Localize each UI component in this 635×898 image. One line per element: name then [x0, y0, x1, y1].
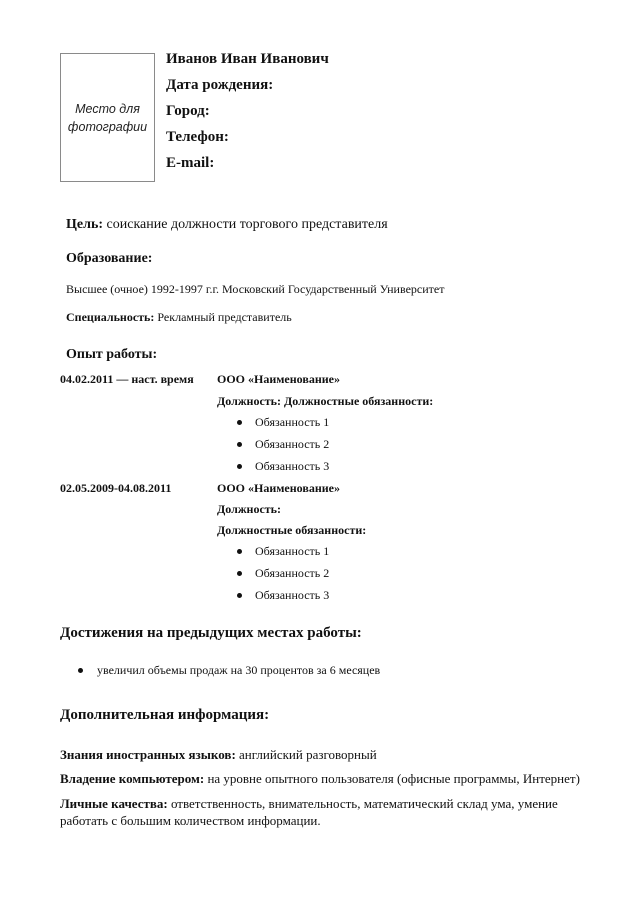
- goal-label: Цель:: [66, 217, 104, 232]
- education-line: Высшее (очное) 1992-1997 г.г. Московский Государственный Университет: [66, 282, 445, 296]
- goal-text: соискание должности торгового представителя: [106, 217, 388, 232]
- specialty-value: Рекламный представитель: [157, 310, 292, 324]
- job-position-label: Должность:: [217, 502, 282, 516]
- languages-value: английский разговорный: [239, 747, 377, 762]
- duty-item: Обязанность 1: [255, 415, 330, 429]
- languages-line: [60, 747, 377, 763]
- job-dates: 04.02.2011 — наст. время: [60, 372, 194, 386]
- bullet-icon: [237, 464, 242, 469]
- bullet-icon: [78, 668, 83, 673]
- bullet-icon: [237, 549, 242, 554]
- personal-value: ответственность, внимательность, математический склад ума, умение работать с большим количеством информации.: [60, 796, 558, 828]
- candidate-name: Иванов Иван Иванович: [166, 51, 329, 67]
- email-label: E-mail:: [166, 155, 215, 171]
- job-company: ООО «Наименование»: [217, 481, 340, 495]
- bullet-icon: [237, 571, 242, 576]
- city-label: Город:: [166, 103, 210, 119]
- duty-item: Обязанность 2: [255, 437, 330, 451]
- duty-item: Обязанность 3: [255, 588, 330, 602]
- specialty-line: [66, 310, 292, 325]
- photo-placeholder-text: Место для фотографии: [67, 101, 148, 134]
- bullet-icon: [237, 442, 242, 447]
- achievement-item: увеличил объемы продаж на 30 процентов за 6 месяцев: [97, 663, 381, 677]
- languages-label: Знания иностранных языков:: [60, 747, 236, 762]
- goal-line: [66, 217, 388, 233]
- computer-value: на уровне опытного пользователя (офисные программы, Интернет): [207, 771, 580, 786]
- bullet-icon: [237, 593, 242, 598]
- phone-label: Телефон:: [166, 129, 229, 145]
- personal-line: [60, 795, 560, 829]
- duty-item: Обязанность 1: [255, 544, 330, 558]
- duty-item: Обязанность 2: [255, 566, 330, 580]
- computer-label: Владение компьютером:: [60, 771, 205, 786]
- job-company: ООО «Наименование»: [217, 372, 340, 386]
- specialty-label: Специальность:: [66, 310, 155, 324]
- photo-placeholder: [60, 53, 155, 182]
- job-dates: 02.05.2009-04.08.2011: [60, 481, 172, 495]
- additional-heading: Дополнительная информация:: [60, 707, 270, 723]
- job-duties-label: Должностные обязанности:: [217, 523, 367, 537]
- duty-item: Обязанность 3: [255, 459, 330, 473]
- experience-heading: Опыт работы:: [66, 347, 158, 362]
- achievements-heading: Достижения на предыдущих местах работы:: [60, 625, 362, 641]
- birth-date-label: Дата рождения:: [166, 77, 274, 93]
- job-position-line: Должность: Должностные обязанности:: [217, 394, 434, 408]
- computer-line: [60, 771, 580, 787]
- bullet-icon: [237, 420, 242, 425]
- education-heading: Образование:: [66, 251, 153, 266]
- personal-label: Личные качества:: [60, 796, 168, 811]
